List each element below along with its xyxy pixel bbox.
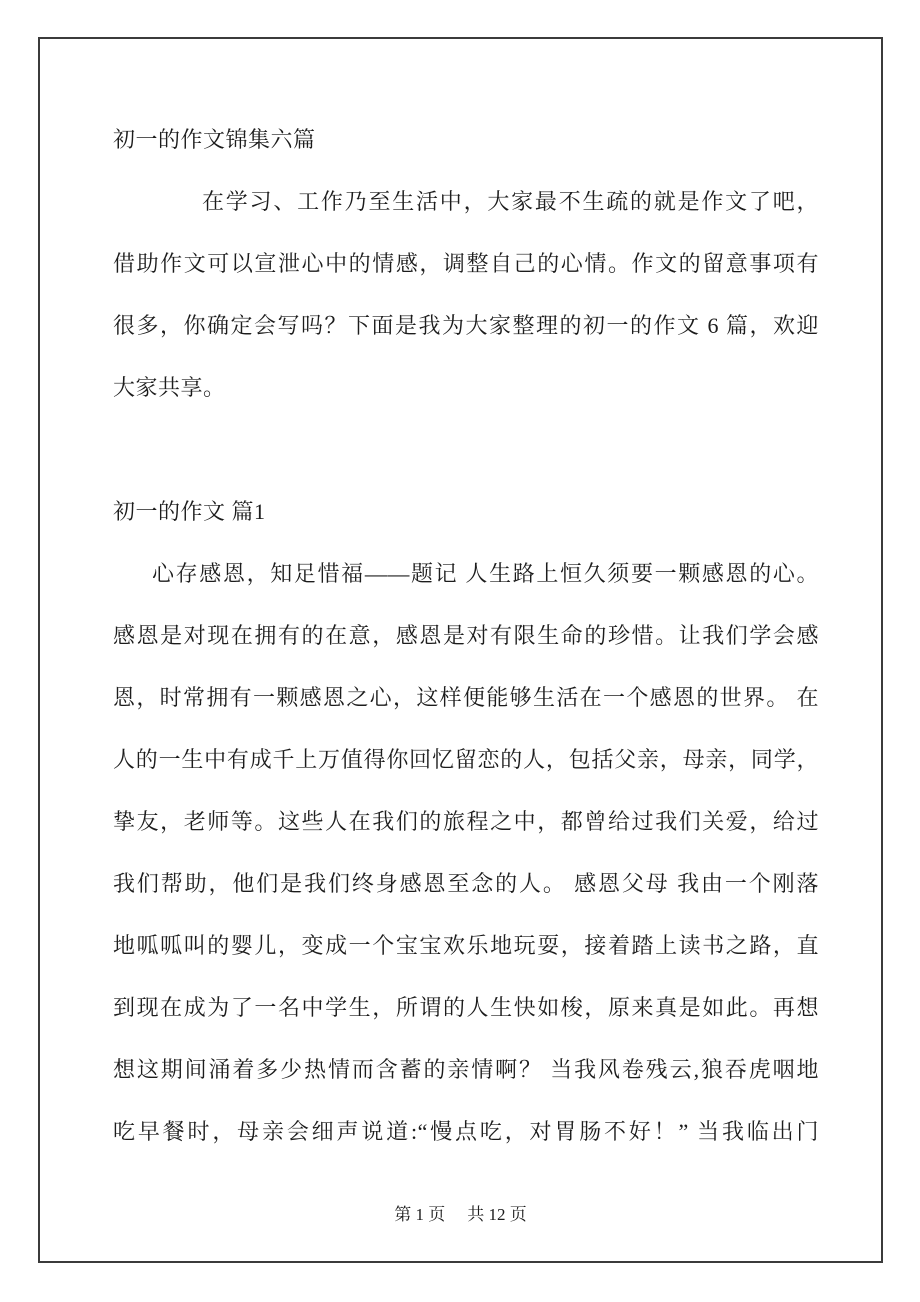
paragraph-line: 地呱呱叫的婴儿，变成一个宝宝欢乐地玩耍，接着踏上读书之路，直 [113,933,819,958]
document-body [113,109,819,1163]
paragraph-line: 感恩是对现在拥有的在意，感恩是对有限生命的珍惜。让我们学会感 [113,623,819,648]
paragraph-line: 挚友，老师等。这些人在我们的旅程之中，都曾给过我们关爱，给过 [113,809,819,834]
paragraph-line: 人的一生中有成千上万值得你回忆留恋的人，包括父亲，母亲，同学， [113,747,819,772]
paragraph-line: 借助作文可以宣泄心中的情感，调整自己的心情。作文的留意事项有 [113,251,819,276]
paragraph-line: 心存感恩，知足惜福——题记 人生路上恒久须要一颗感恩的心。 [152,561,819,586]
paragraph-line: 吃早餐时，母亲会细声说道:“慢点吃，对胃肠不好！” 当我临出门 [113,1119,819,1144]
blank-line [113,419,819,481]
paragraph-line: 大家共享。 [113,375,226,400]
paragraph-line: 我们帮助，他们是我们终身感恩至念的人。 感恩父母 我由一个刚落 [113,871,819,896]
page-number: 第 1 页 [394,1205,446,1224]
page-total: 共 12 页 [467,1205,527,1224]
paragraph-line: 很多，你确定会写吗？下面是我为大家整理的初一的作文 6 篇，欢迎 [113,313,819,338]
paragraph-line: 恩，时常拥有一颗感恩之心，这样便能够生活在一个感恩的世界。 在 [113,685,819,710]
section-heading: 初一的作文 篇1 [113,499,266,524]
paragraph-line: 到现在成为了一名中学生，所谓的人生快如梭，原来真是如此。再想 [113,995,819,1020]
paragraph-line: 想这期间涌着多少热情而含蓄的亲情啊？ 当我风卷残云,狼吞虎咽地 [113,1057,819,1082]
page-footer [38,1200,883,1230]
document-title: 初一的作文锦集六篇 [113,127,316,152]
paragraph-line: 在学习、工作乃至生活中，大家最不生疏的就是作文了吧， [202,189,819,214]
